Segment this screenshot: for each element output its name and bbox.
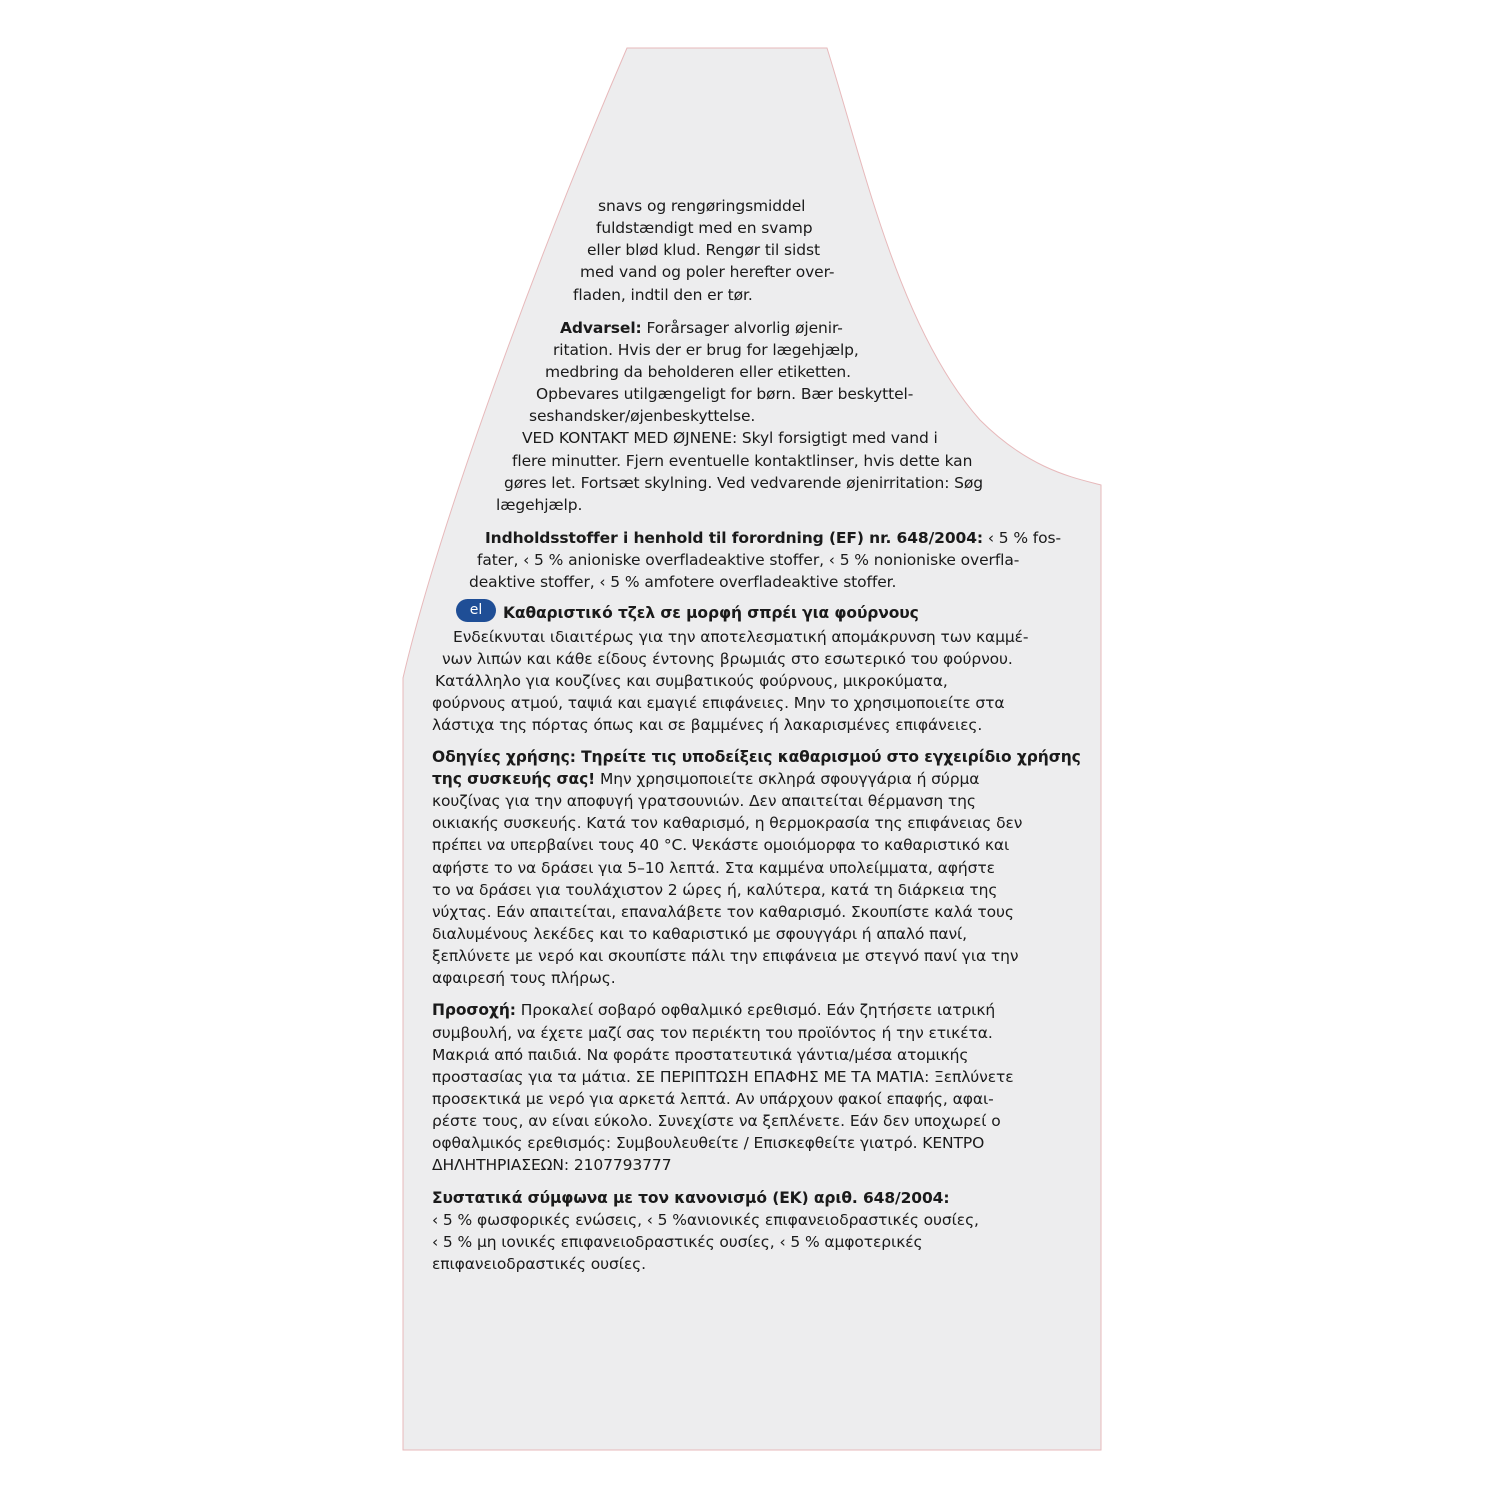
da-ingredients-line-2: fater, ‹ 5 % anioniske overfladeaktive stoffer, ‹ 5 % nonioniske overfla-: [477, 551, 1020, 569]
da-warning-line-4: Opbevares utilgængeligt for børn. Bær beskyttel-: [536, 385, 914, 403]
el-intro-line-3: Κατάλληλο για κουζίνες και συμβατικούς φούρνους, μικροκύματα,: [435, 672, 948, 690]
el-usage-line-9: ξεπλύνετε με νερό και σκουπίστε πάλι την επιφάνεια με στεγνό πανί για την: [432, 947, 1019, 965]
el-usage-line-8: διαλυμένους λεκέδες και το καθαριστικό με σφουγγάρι ή απαλό πανί,: [432, 925, 967, 943]
el-usage-heading-line-2: της συσκευής σας!: [432, 770, 596, 788]
language-badge-el: el: [456, 599, 496, 622]
da-usage-line-5: fladen, indtil den er tør.: [573, 286, 753, 304]
el-caution-text: Προκαλεί σοβαρό οφθαλμικό ερεθισμό. Εάν ζητήσετε ιατρική: [515, 1001, 996, 1019]
el-usage-line-3: οικιακής συσκευής. Κατά τον καθαρισμό, η θερμοκρασία της επιφάνειας δεν: [432, 814, 1023, 832]
el-intro-line-4: φούρνους ατμού, ταψιά και εμαγιέ επιφάνειες. Μην το χρησιμοποιείτε στα: [432, 694, 1005, 712]
el-usage-line-10: αφαιρεσή τους πλήρως.: [432, 969, 616, 987]
da-warning-line-5: seshandsker/øjenbeskyttelse.: [529, 407, 756, 425]
el-ingredients-line-3: επιφανειοδραστικές ουσίες.: [432, 1255, 646, 1273]
da-usage-line-1: snavs og rengøringsmiddel: [598, 197, 806, 215]
el-caution-line-6: ρέστε τους, αν είναι εύκολο. Συνεχίστε να ξεπλένετε. Εάν δεν υποχωρεί ο: [432, 1112, 1001, 1130]
da-warning-line-6: VED KONTAKT MED ØJNENE: Skyl forsigtigt med vand i: [522, 429, 938, 447]
da-warning-line-3: medbring da beholderen eller etiketten.: [545, 363, 851, 381]
el-caution-line-1: [432, 999, 995, 1021]
el-usage-line-5: αφήστε το να δράσει για 5–10 λεπτά. Στα καμμένα υπολείμματα, αφήστε: [432, 859, 995, 877]
da-usage-line-2: fuldstændigt med en svamp: [596, 219, 813, 237]
el-title: Καθαριστικό τζελ σε μορφή σπρέι για φούρνους: [503, 604, 919, 622]
el-caution-line-4: προστασίας για τα μάτια. ΣΕ ΠΕΡΙΠΤΩΣΗ ΕΠΑΦΗΣ ΜΕ ΤΑ ΜΑΤΙΑ: Ξεπλύνετε: [432, 1068, 1014, 1086]
el-caution-heading: Προσοχή:: [432, 1001, 516, 1019]
da-ingredients-line-3: deaktive stoffer, ‹ 5 % amfotere overfladeaktive stoffer.: [469, 573, 897, 591]
el-intro-line-1: Ενδείκνυται ιδιαιτέρως για την αποτελεσματική απομάκρυνση των καμμέ-: [453, 628, 1029, 646]
da-warning-line-1: [560, 317, 843, 339]
el-usage-text: Μην χρησιμοποιείτε σκληρά σφουγγάρια ή σύρμα: [595, 770, 980, 788]
el-intro-line-5: λάστιχα της πόρτας όπως και σε βαμμένες ή λακαρισμένες επιφάνειες.: [432, 716, 983, 734]
el-caution-line-2: συμβουλή, να έχετε μαζί σας τον περιέκτη του προϊόντος ή την ετικέτα.: [432, 1024, 993, 1042]
el-usage-line-4: πρέπει να υπερβαίνει τους 40 °C. Ψεκάστε ομοιόμορφα το καθαριστικό και: [432, 836, 1010, 854]
da-warning-heading: Advarsel:: [560, 319, 642, 337]
el-ingredients-heading: Συστατικά σύμφωνα με τον κανονισμό (ΕΚ) αριθ. 648/2004:: [432, 1189, 950, 1207]
el-caution-line-8: ΔΗΛΗΤΗΡΙΑΣΕΩΝ: 2107793777: [432, 1156, 672, 1174]
el-caution-line-5: προσεκτικά με νερό για αρκετά λεπτά. Αν υπάρχουν φακοί επαφής, αφαι-: [432, 1090, 994, 1108]
el-usage-line-1: [432, 768, 979, 790]
el-ingredients-line-1: ‹ 5 % φωσφορικές ενώσεις, ‹ 5 %ανιονικές επιφανειοδραστικές ουσίες,: [432, 1211, 979, 1229]
el-caution-line-3: Μακριά από παιδιά. Να φοράτε προστατευτικά γάντια/μέσα ατομικής: [432, 1046, 969, 1064]
el-usage-line-2: κουζίνας για την αποφυγή γρατσουνιών. Δεν απαιτείται θέρμανση της: [432, 792, 976, 810]
el-usage-line-7: νύχτας. Εάν απαιτείται, επαναλάβετε τον καθαρισμό. Σκουπίστε καλά τους: [432, 903, 1014, 921]
da-warning-line-2: ritation. Hvis der er brug for lægehjælp,: [553, 341, 859, 359]
da-ingredients-text: ‹ 5 % fos-: [983, 529, 1062, 547]
da-warning-line-7: flere minutter. Fjern eventuelle kontaktlinser, hvis dette kan: [512, 452, 973, 470]
el-intro-line-2: νων λιπών και κάθε είδους έντονης βρωμιάς στο εσωτερικό του φούρνου.: [442, 650, 1013, 668]
da-usage-line-3: eller blød klud. Rengør til sidst: [587, 241, 820, 259]
da-warning-text: Forårsager alvorlig øjenir-: [641, 319, 843, 337]
el-usage-heading-line-1: Οδηγίες χρήσης: Τηρείτε τις υποδείξεις καθαρισμού στο εγχειρίδιο χρήσης: [432, 748, 1081, 766]
da-warning-line-8: gøres let. Fortsæt skylning. Ved vedvarende øjenirritation: Søg: [504, 474, 984, 492]
da-usage-line-4: med vand og poler herefter over-: [580, 263, 835, 281]
el-usage-line-6: το να δράσει για τουλάχιστον 2 ώρες ή, καλύτερα, κατά τη διάρκεια της: [432, 881, 998, 899]
da-ingredients-line-1: [485, 527, 1061, 549]
da-warning-line-9: lægehjælp.: [496, 496, 583, 514]
da-ingredients-heading: Indholdsstoffer i henhold til forordning (EF) nr. 648/2004:: [485, 529, 983, 547]
el-caution-line-7: οφθαλμικός ερεθισμός: Συμβουλευθείτε / Επισκεφθείτε γιατρό. ΚΕΝΤΡΟ: [432, 1134, 985, 1152]
el-ingredients-line-2: ‹ 5 % μη ιονικές επιφανειοδραστικές ουσίες, ‹ 5 % αμφοτερικές: [432, 1233, 923, 1251]
